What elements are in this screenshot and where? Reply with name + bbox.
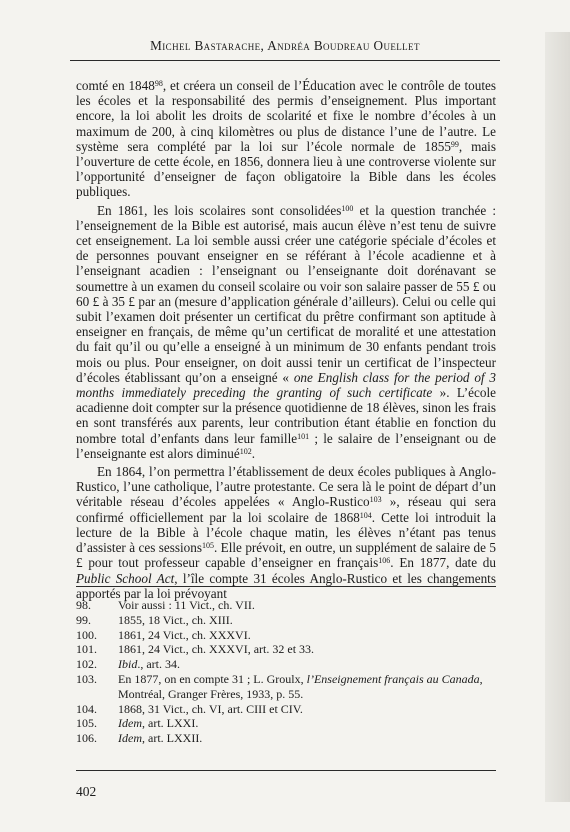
footnote-text bbox=[118, 642, 496, 657]
footnote-text bbox=[118, 628, 496, 643]
footnote-ref: 104 bbox=[359, 510, 372, 520]
footnote-number: 104. bbox=[76, 701, 97, 716]
footnote bbox=[76, 628, 496, 643]
text-run: 1861, 24 Vict., ch. XXXVI, art. 32 et 33. bbox=[118, 642, 315, 657]
header-rule bbox=[70, 60, 500, 61]
footnote-text bbox=[118, 657, 496, 672]
footnote-ref: 106 bbox=[378, 556, 391, 566]
text-run: En 1864, l’on permettra l’établissement de deux écoles publiques à Anglo-Rustico, l’une catholique, l’autre protestante. Ce sera là le point de départ d’un véritable réseau d’écoles appelées « Anglo-Rustico bbox=[76, 464, 496, 510]
italic-text: Ibid bbox=[118, 657, 138, 672]
footnote-number: 99. bbox=[76, 612, 91, 627]
footnote-text bbox=[118, 598, 496, 613]
footnote-ref: 105 bbox=[201, 541, 214, 551]
text-run: . bbox=[251, 445, 255, 461]
footnote-ref: 98 bbox=[154, 79, 163, 88]
running-header: Michel Bastarache, Andréa Boudreau Ouellet bbox=[150, 38, 420, 53]
footnote-number: 106. bbox=[76, 731, 97, 746]
text-run: En 1861, les lois scolaires sont consolidées bbox=[97, 202, 342, 218]
footnote bbox=[76, 716, 496, 731]
footnote bbox=[76, 657, 496, 672]
text-run: En 1877, on en compte 31 ; L. Groulx, bbox=[118, 671, 307, 686]
paragraph bbox=[76, 78, 496, 200]
page-number: 402 bbox=[76, 784, 97, 799]
footnote-number: 102. bbox=[76, 657, 97, 672]
footnote-text bbox=[118, 716, 496, 731]
text-run: , mais l’ouverture de cette école, en 1856, donnera lieu à une controverse violente sur l’opportunité d’enseigner de façon obligatoire la Bible dans les écoles publiques. bbox=[76, 138, 496, 200]
footnote bbox=[76, 613, 496, 628]
italic-text: Idem bbox=[118, 731, 142, 746]
footnote-number: 103. bbox=[76, 671, 97, 686]
text-run: . En 1877, date du bbox=[390, 555, 496, 571]
paragraph bbox=[76, 203, 496, 461]
footnote bbox=[76, 598, 496, 613]
footnote-text bbox=[118, 731, 496, 746]
footnote bbox=[76, 702, 496, 717]
text-run: 1855, 18 Vict., ch. XIII. bbox=[118, 612, 233, 627]
footnote bbox=[76, 731, 496, 746]
text-run: 1868, 31 Vict., ch. VI, art. CIII et CIV. bbox=[118, 701, 303, 716]
footnote-number: 100. bbox=[76, 627, 97, 642]
text-run: ». L’école acadienne doit compter sur la présence quotidienne de 18 élèves, sinon les frais en sont transférés aux parents, leur contribution étant établie en fonction du nombre total d’enfants dans leur famille bbox=[76, 385, 496, 446]
footnote-ref: 101 bbox=[297, 431, 310, 441]
italic-text: one English class for the period of 3 months immediately preceding the granting of such certificate bbox=[76, 369, 497, 401]
text-run: . Cette loi introduit la lecture de la Bible à l’école chaque matin, les élèves n’étant pas tenus d’assister à ces sessions bbox=[76, 509, 496, 556]
italic-text: Public School Act bbox=[76, 570, 175, 586]
footnote-rule bbox=[76, 586, 496, 587]
footnote-ref: 102 bbox=[239, 446, 252, 456]
footnote-ref: 100 bbox=[341, 203, 354, 213]
text-run: Voir aussi : 11 Vict., ch. VII. bbox=[118, 598, 255, 612]
text-run: comté en 1848 bbox=[76, 78, 155, 93]
facing-page-edge bbox=[545, 32, 570, 802]
text-run: 1861, 24 Vict., ch. XXXVI. bbox=[118, 627, 251, 642]
footnote bbox=[76, 672, 496, 702]
bottom-rule bbox=[76, 770, 496, 771]
footnote-ref: 103 bbox=[369, 495, 382, 505]
body-text bbox=[76, 78, 496, 604]
footnote-text bbox=[118, 672, 496, 702]
footnote-number: 105. bbox=[76, 716, 97, 731]
text-run: et la question tranchée : l’enseignement de la Bible est autorisé, mais aucun élève n’est tenu de suivre cet enseignement. La loi semble aussi créer une catégorie spéciale d’écoles et de personnes pouvant enseigner en se référant à l’école acadienne et à l’enseignant acadien : l’enseignant ou l’enseignante doit dorénavant se soumettre à un examen du conseil scolaire ou voir son salaire passer de 55 £ ou 60 £ à 35 £ par an (mesure d’application générale d’ailleurs). Celui ou celle qui subit l’examen doit présenter un certificat du prêtre confirmant son aptitude à enseigner en français, de même qu’un certificat de moralité et une attestation du fait qu’il ou qu’elle a enseigné à un minimum de 30 enfants pendant trois mois ou plus. Pour enseigner, on doit aussi tenir un certificat de l’inspecteur d’écoles établissant qu’on a enseigné « bbox=[76, 202, 496, 385]
text-run: , art. LXXI. bbox=[142, 716, 199, 731]
footnote-ref: 99 bbox=[450, 139, 459, 149]
footnote-number: 101. bbox=[76, 642, 97, 657]
footnote-text bbox=[118, 702, 496, 717]
footnote bbox=[76, 642, 496, 657]
text-run: », réseau qui sera confirmé officiellement par la loi scolaire de 1868 bbox=[76, 494, 496, 525]
italic-text: l’Enseignement français au Canada bbox=[306, 671, 480, 686]
text-run: ; le salaire de l’enseignant ou de l’enseignante est alors diminué bbox=[76, 430, 497, 461]
text-run: , l’île compte 31 écoles Anglo-Rustico et les changements apportés par la loi prévoyant bbox=[76, 570, 496, 601]
footnotes bbox=[76, 598, 496, 746]
text-run: , art. LXXII. bbox=[142, 731, 203, 746]
text-run: , et créera un conseil de l’Éducation avec le contrôle de toutes les écoles et la responsabilité des permis d’enseignement. Plus important encore, la loi abolit les droits de scolarité et fixe le nombre d’écoles à un maximum de 200, à cinq kilomètres ou plus de distance l’une de l’autre. Le système sera complété par la loi sur l’école normale de 1855 bbox=[76, 78, 496, 154]
text-run: , Montréal, Granger Frères, 1933, p. 55. bbox=[118, 671, 483, 701]
footnote-number: 98. bbox=[76, 598, 91, 612]
italic-text: Idem bbox=[118, 716, 142, 731]
text-run: . Elle prévoit, en outre, un supplément de salaire de 5 £ pour tout professeur capable d’enseigner en français bbox=[76, 540, 496, 571]
paragraph bbox=[76, 464, 496, 601]
text-run: ., art. 34. bbox=[137, 657, 180, 672]
footnote-text bbox=[118, 613, 496, 628]
